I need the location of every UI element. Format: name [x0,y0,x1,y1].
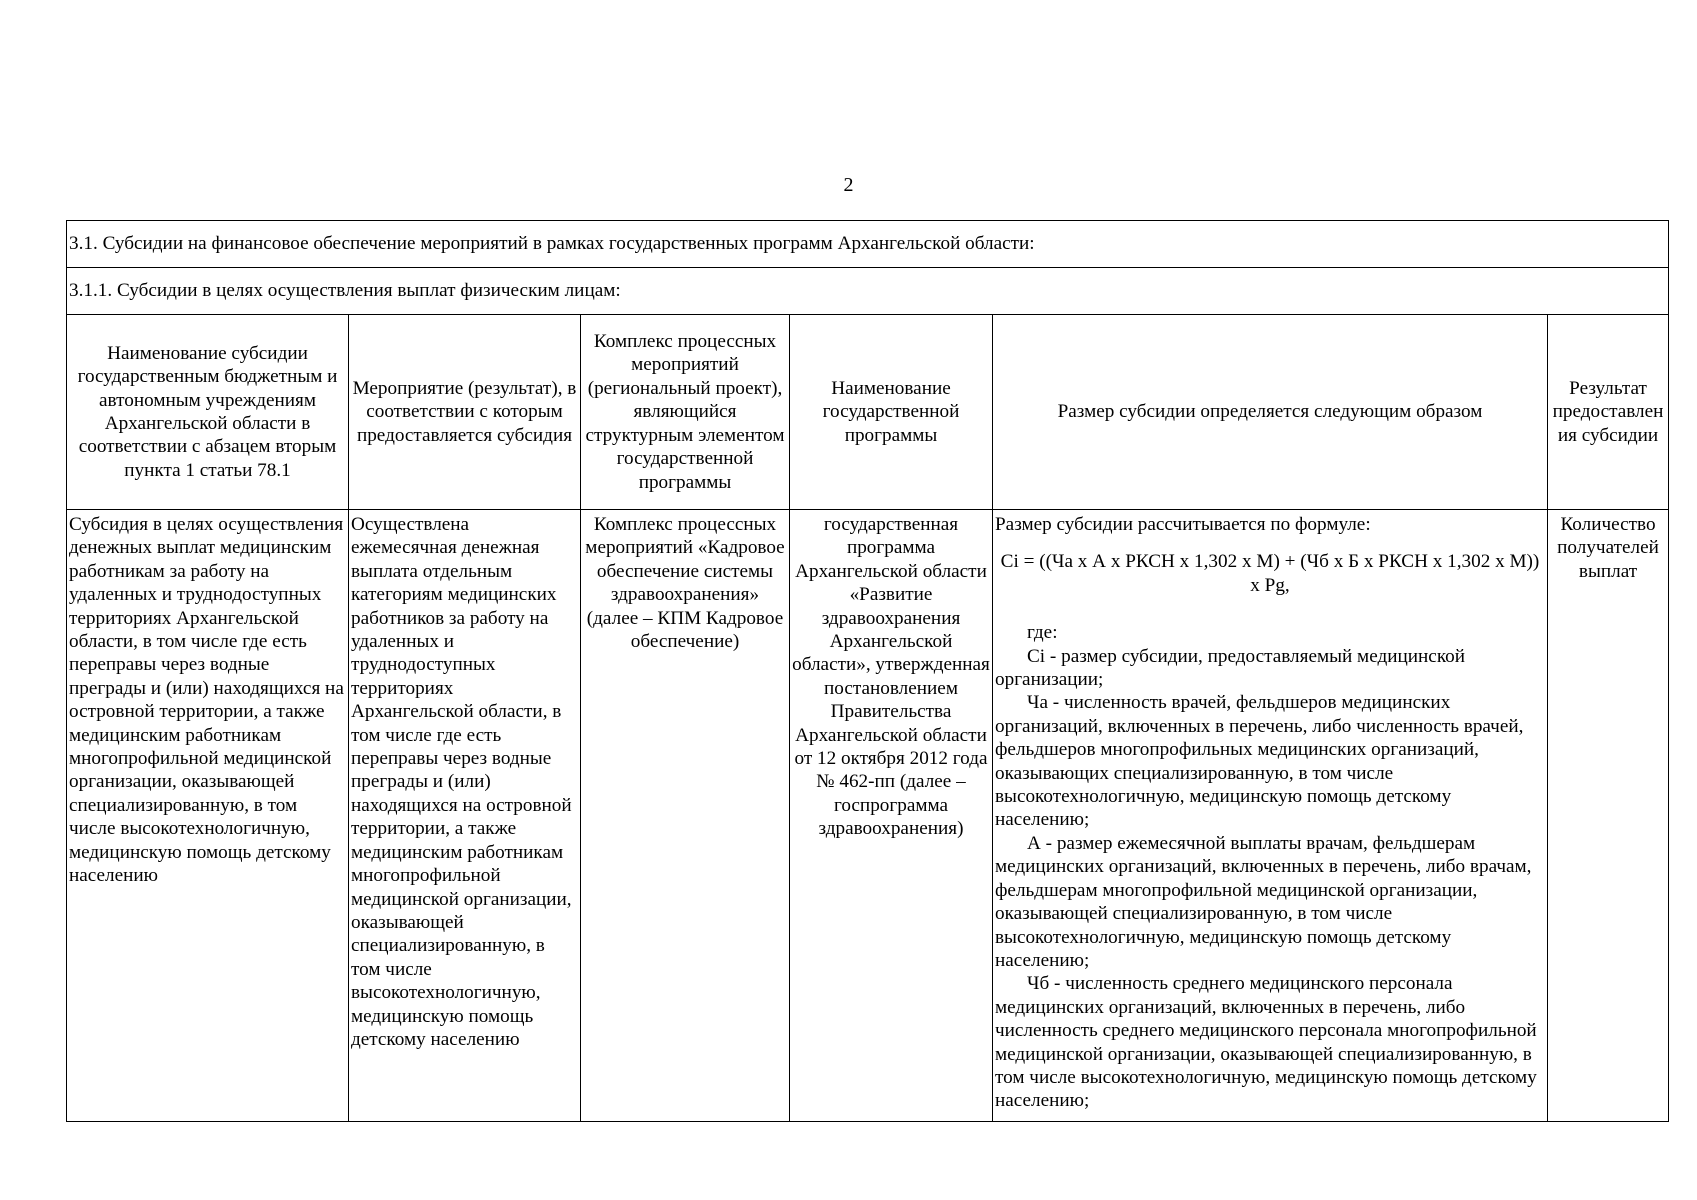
section-subtitle-row [67,268,1669,315]
size-formula: Ci = ((Ча х А х РКСН х 1,302 х М) + (Чб х Б х РКСН х 1,302 х М)) х Pg, [1000,551,1540,596]
cell-subsidy-name: Субсидия в целях осуществления денежных выплат медицинским работникам за работу на удаленных и труднодоступных территориях Архангельской области, в том числе где есть переправы через водные преграды и (или) находящихся на островной территории, а также медицинским работникам многопрофильной медицинской организации, оказывающей специализированную, в том числе высокотехнологичную, медицинскую помощь детскому населению [67,510,349,1122]
subsidy-table [66,220,1669,1122]
cell-program: государственная программа Архангельской области «Развитие здравоохранения Архангельской области», утвержденная постановлением Правительства Архангельской области от 12 октября 2012 года № 462-пп (далее – госпрограмма здравоохранения) [790,510,993,1122]
header-complex: Комплекс процессных мероприятий (региональный проект), являющийся структурным элементом государственной программы [581,315,790,510]
header-program: Наименование государственной программы [790,315,993,510]
cell-complex: Комплекс процессных мероприятий «Кадровое обеспечение системы здравоохранения» (далее – КПМ Кадровое обеспечение) [581,510,790,1122]
size-definition: А - размер ежемесячной выплаты врачам, фельдшерам медицинских организаций, включенных в перечень, либо врачам, фельдшерам многопрофильной медицинской организации, оказывающей специализированную, в том числе высокотехнологичную, медицинскую помощь детскому населению; [995,832,1532,971]
table-row [67,510,1669,1122]
header-measure: Мероприятие (результат), в соответствии с которым предоставляется субсидия [349,315,581,510]
size-where: где: [1027,622,1058,644]
cell-result: Количество получателей выплат [1548,510,1669,1122]
size-definition: Чб - численность среднего медицинского персонала медицинских организаций, включенных в перечень, либо численность среднего медицинского персонала многопрофильной медицинской организации, оказывающей специализированную, в том числе высокотехнологичную, медицинскую помощь детскому населению; [995,973,1537,1112]
section-subtitle: 3.1.1. Субсидии в целях осуществления выплат физическим лицам: [67,268,1669,315]
header-result: Результат предоставления субсидии [1548,315,1669,510]
size-definition: Ci - размер субсидии, предоставляемый медицинской организации; [995,645,1466,691]
header-size: Размер субсидии определяется следующим образом [993,315,1548,510]
section-title-row [67,221,1669,268]
cell-measure: Осуществлена ежемесячная денежная выплата отдельным категориям медицинских работников за работу на удаленных и труднодоступных территориях Архангельской области, в том числе где есть переправы через водные преграды и (или) находящихся на островной территории, а также медицинским работникам многопрофильной медицинской организации, оказывающей специализированную, в том числе высокотехнологичную, медицинскую помощь детскому населению [349,510,581,1122]
page-number: 2 [843,174,854,196]
size-intro: Размер субсидии рассчитывается по формуле: [995,514,1371,535]
header-subsidy-name: Наименование субсидии государственным бюджетным и автономным учреждениям Архангельской области в соответствии с абзацем вторым пункта 1 статьи 78.1 [67,315,349,510]
section-title: 3.1. Субсидии на финансовое обеспечение мероприятий в рамках государственных программ Архангельской области: [67,221,1669,268]
size-definition: Ча - численность врачей, фельдшеров медицинских организаций, включенных в перечень, либо численность врачей, фельдшеров многопрофильных медицинских организаций, оказывающих специализированную, в том числе высокотехнологичную, медицинскую помощь детскому населению; [995,692,1524,831]
cell-size [993,510,1548,1122]
table-header-row [67,315,1669,510]
